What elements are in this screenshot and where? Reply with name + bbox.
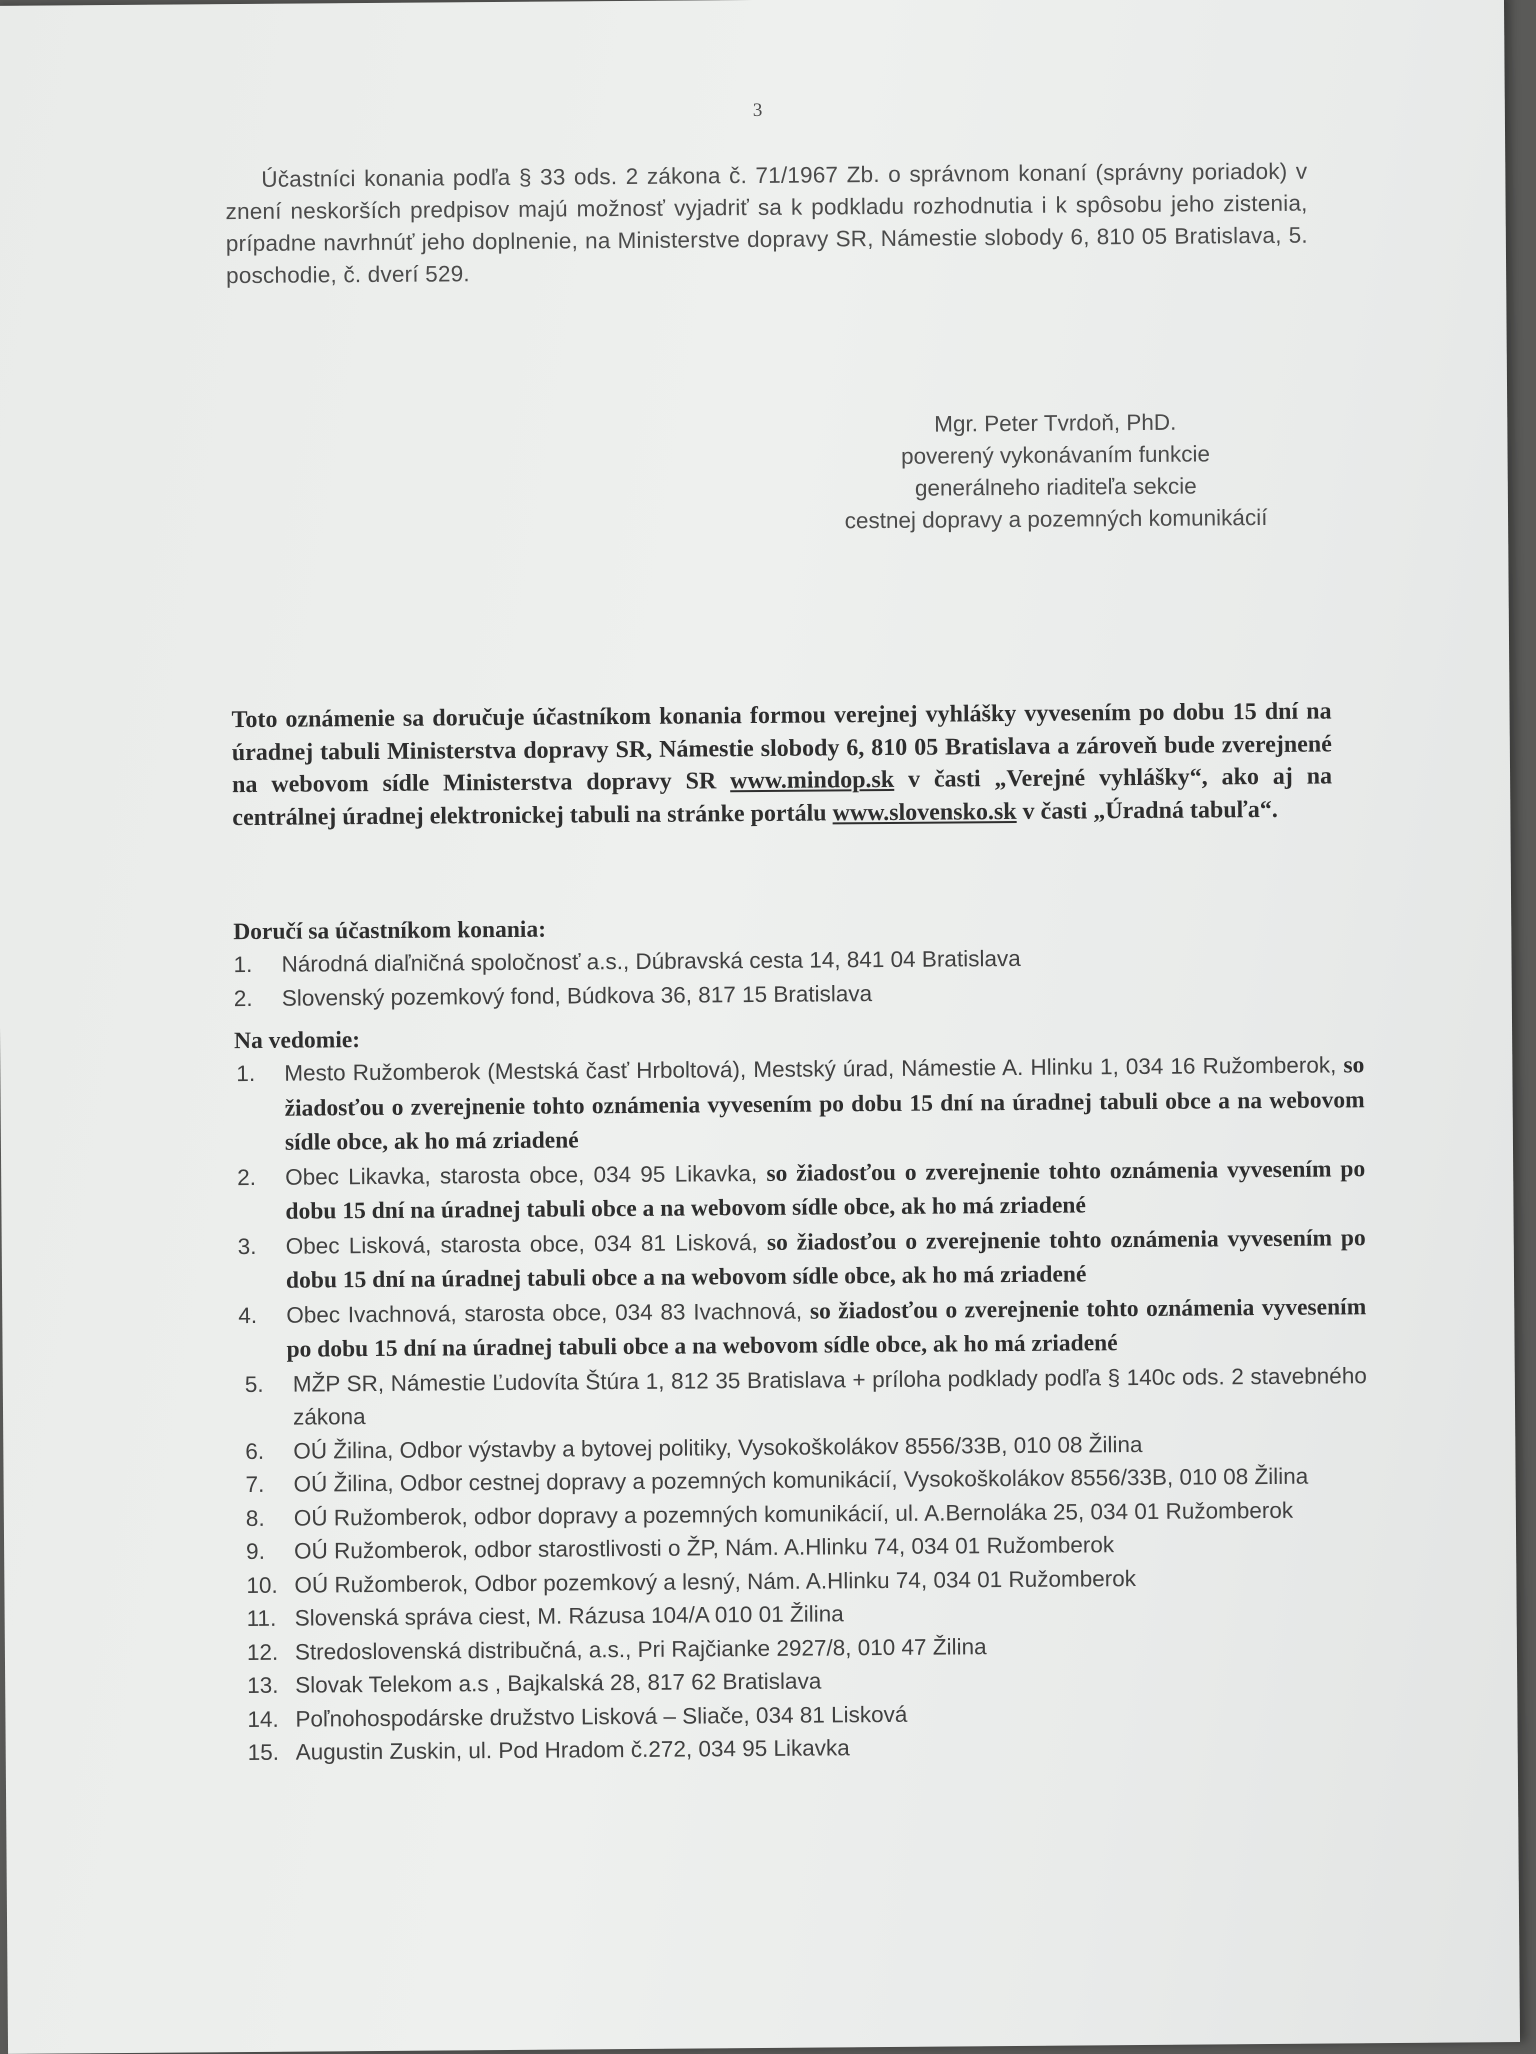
list-item-text: Stredoslovenská distribučná, a.s., Pri Rajčianke 2927/8, 010 47 Žilina [294, 1633, 987, 1665]
list-item-text: Mesto Ružomberok (Mestská časť Hrboltová), Mestský úrad, Námestie A. Hlinku 1, 034 16 Ružomberok, [284, 1052, 1344, 1086]
list-item-text: Augustin Zuskin, ul. Pod Hradom č.272, 034 95 Likavka [295, 1735, 850, 1765]
list-item-body [282, 973, 1364, 1015]
list-item-number: 9. [246, 1538, 265, 1565]
info-list [234, 1048, 1370, 1769]
list-item-body [284, 1048, 1365, 1160]
list-item-text: OÚ Ružomberok, Odbor pozemkový a lesný, Nám. A.Hlinku 74, 034 01 Ružomberok [294, 1565, 1137, 1598]
list-item-number: 12. [246, 1639, 279, 1665]
list-item-text: Slovenský pozemkový fond, Búdkova 36, 817 15 Bratislava [281, 980, 873, 1011]
list-item-number: 2. [237, 1164, 257, 1190]
list-item-number: 7. [245, 1471, 265, 1498]
list-item [237, 1359, 1367, 1435]
list-item-text: Poľnohospodárske družstvo Lisková – Sliače, 034 81 Lisková [295, 1701, 908, 1732]
list-item-request: so žiadosťou o zverejnenie tohto oznámenia vyvesením po dobu 15 dní na úradnej tabuli obce a na webovom sídle obce, ak ho má zriadené [284, 1052, 1365, 1156]
list-item-text: Obec Likavka, starosta obce, 034 95 Likavka, [285, 1160, 767, 1190]
list-item-body [286, 1221, 1367, 1298]
signature-block [795, 406, 1316, 538]
list-item-number: 1. [236, 1060, 256, 1087]
intro-paragraph: Účastníci konania podľa § 33 ods. 2 zákona č. 71/1967 Zb. o správnom konaní (správny poriadok) v znení neskorších predpisov majú možnosť vyjadriť sa k podkladu rozhodnutia i k spôsobu jeho zistenia, prípadne navrhnúť jeho doplnenie, na Ministerstve dopravy SR, Námestie slobody 6, 810 05 Bratislava, 5. poschodie, č. dverí 529. [225, 158, 1308, 289]
list-item-number: 14. [247, 1706, 279, 1732]
delivery-heading: Doručí sa účastníkom konania: [233, 916, 547, 946]
list-item [234, 1048, 1365, 1160]
notice-text-2: v časti „Verejné vyhlášky“, ako aj na centrálnej úradnej elektronickej tabuli na stránke portálu [232, 763, 1333, 831]
list-item-text: OÚ Žilina, Odbor cestnej dopravy a pozemných komunikácií, Vysokoškolákov 8556/33B, 010 08 Žilina [293, 1463, 1309, 1497]
list-item-body [293, 1359, 1367, 1434]
public-notice-paragraph [231, 695, 1332, 834]
list-item-number: 10. [246, 1572, 278, 1598]
list-item-text: OÚ Žilina, Odbor výstavby a bytovej politiky, Vysokoškolákov 8556/33B, 010 08 Žilina [293, 1431, 1143, 1464]
list-item-text: Obec Ivachnová, starosta obce, 034 83 Ivachnová, [286, 1298, 811, 1328]
list-item-number: 2. [233, 985, 253, 1011]
list-item-request: so žiadosťou o zverejnenie tohto oznámenia vyvesením po dobu 15 dní na úradnej tabuli obce a na webovom sídle obce, ak ho má zriadené [285, 1155, 1366, 1225]
list-item-number: 1. [233, 951, 253, 978]
list-item-text: Obec Lisková, starosta obce, 034 81 Lisková, [285, 1229, 768, 1259]
list-item-number: 15. [247, 1739, 280, 1766]
distribution-section [233, 907, 1370, 1769]
list-item-text: Slovak Telekom a.s , Bajkalská 28, 817 62 Bratislava [295, 1668, 822, 1698]
signatory-name: Mgr. Peter Tvrdoň, PhD. [934, 409, 1177, 437]
notice-text-3: v časti „Úradná tabuľa“. [1016, 796, 1278, 825]
signatory-title-line-1: poverený vykonávaním funkcie [900, 441, 1211, 469]
list-item-request: so žiadosťou o zverejnenie tohto oznámenia vyvesením po dobu 15 dní na úradnej tabuli obce a na webovom sídle obce, ak ho má zriadené [286, 1293, 1367, 1363]
list-item-text: OÚ Ružomberok, odbor dopravy a pozemných komunikácií, ul. A.Bernoláka 25, 034 01 Ružomberok [293, 1497, 1294, 1531]
list-item-number: 5. [244, 1371, 264, 1397]
list-item-number: 3. [237, 1233, 257, 1259]
signatory-title-line-3: cestnej dopravy a pozemných komunikácií [844, 504, 1268, 534]
list-item [236, 1290, 1367, 1368]
delivery-list [233, 939, 1363, 1015]
list-item-request: so žiadosťou o zverejnenie tohto oznámenia vyvesením po dobu 15 dní na úradnej tabuli obce a na webovom sídle obce, ak ho má zriadené [285, 1224, 1366, 1294]
slovensko-link[interactable]: www.slovensko.sk [832, 798, 1017, 826]
list-item-number: 4. [238, 1302, 258, 1328]
signatory-title-line-2: generálneho riaditeľa sekcie [914, 473, 1197, 501]
list-item [236, 1221, 1367, 1299]
list-item-body [296, 1727, 1370, 1769]
list-item-text: Národná diaľničná spoločnosť a.s., Dúbravská cesta 14, 841 04 Bratislava [281, 945, 1021, 977]
list-item-number: 13. [247, 1672, 279, 1699]
list-item-body [286, 1290, 1367, 1367]
list-item-number: 6. [245, 1438, 265, 1464]
page-number: 3 [752, 99, 763, 121]
info-heading: Na vedomie: [234, 1027, 361, 1055]
list-item [235, 1152, 1366, 1230]
list-item-text: OÚ Ružomberok, odbor starostlivosti o ŽP, Nám. A.Hlinku 74, 034 01 Ružomberok [294, 1532, 1115, 1564]
list-item-number: 11. [246, 1605, 277, 1632]
notice-text-1: Toto oznámenie sa doručuje účastníkom konania formou verejnej vyhlášky vyvesením po dobu 15 dní na úradnej tabuli Ministerstva dopravy SR, Námestie slobody 6, 810 05 Bratislava a zároveň bude zverejnené na webovom sídle Ministerstva dopravy SR [231, 698, 1332, 799]
list-item-body [285, 1152, 1366, 1229]
list-item-number: 8. [245, 1505, 265, 1531]
mindop-link[interactable]: www.mindop.sk [730, 766, 895, 795]
list-item-text: MŽP SR, Námestie Ľudovíta Štúra 1, 812 35 Bratislava + príloha podklady podľa § 140c ods. 2 stavebného zákona [292, 1362, 1367, 1430]
list-item-text: Slovenská správa ciest, M. Rázusa 104/A 010 01 Žilina [294, 1601, 844, 1631]
